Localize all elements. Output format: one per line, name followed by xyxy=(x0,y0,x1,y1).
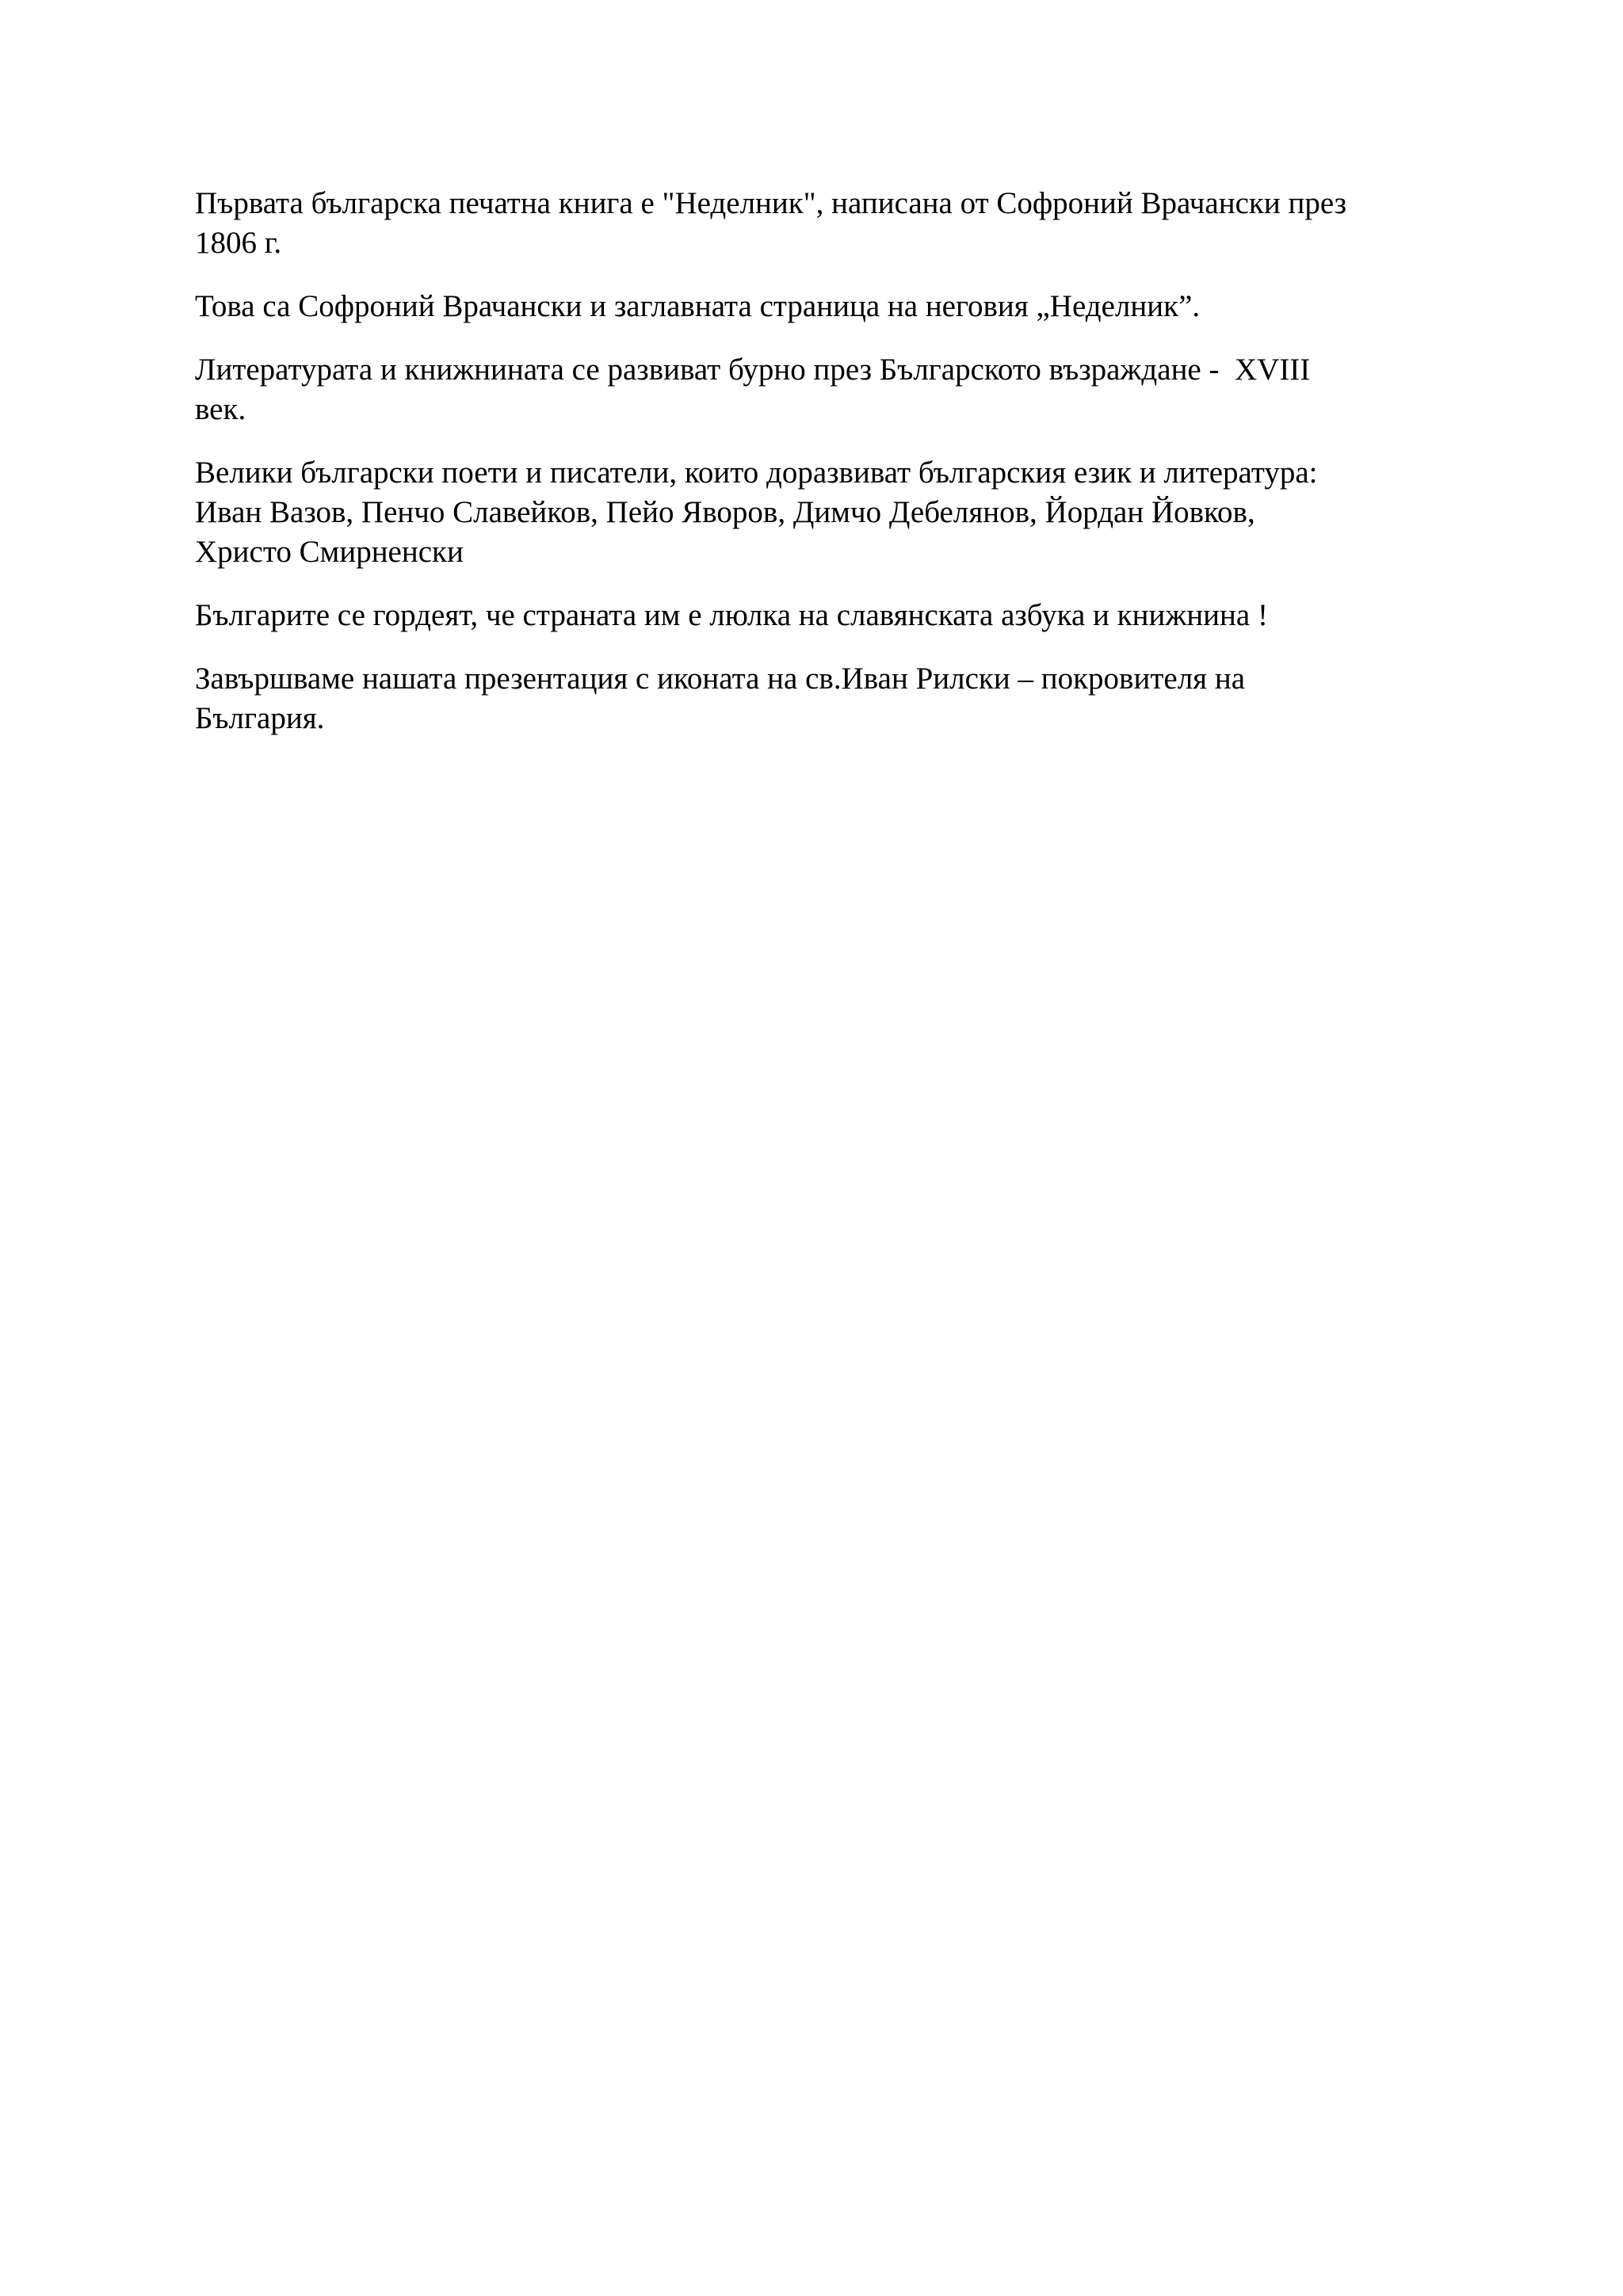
text-line: България. xyxy=(195,701,325,735)
text-line: Българите се гордеят, че страната им е люлка на славянската азбука и книжнина ! xyxy=(195,598,1268,632)
text-line: Христо Смирненски xyxy=(195,535,464,569)
text-line: Литературата и книжнината се развиват бурно през Българското възраждане - XVIII xyxy=(195,353,1311,387)
document-body xyxy=(195,184,1455,762)
paragraph-first-printed-book xyxy=(195,184,1455,263)
text-line: век. xyxy=(195,392,246,426)
text-line: Това са Софроний Врачански и заглавната страница на неговия „Неделник”. xyxy=(195,289,1201,323)
paragraph-revival-literature xyxy=(195,350,1455,429)
text-line: Велики български поети и писатели, които доразвиват българския език и литература: xyxy=(195,456,1318,490)
text-line: Първата българска печатна книга е "Неделник", написана от Софроний Врачански през xyxy=(195,186,1347,220)
paragraph-sofroniy-title-page xyxy=(195,287,1455,326)
text-line: Иван Вазов, Пенчо Славейков, Пейо Яворов, Димчо Дебелянов, Йордан Йовков, xyxy=(195,495,1255,529)
text-line: 1806 г. xyxy=(195,226,282,260)
paragraph-great-writers xyxy=(195,453,1455,572)
text-line: Завършваме нашата презентация с иконата на св.Иван Рилски – покровителя на xyxy=(195,662,1246,696)
paragraph-closing-icon xyxy=(195,659,1455,738)
paragraph-slavic-alphabet-pride xyxy=(195,596,1455,635)
